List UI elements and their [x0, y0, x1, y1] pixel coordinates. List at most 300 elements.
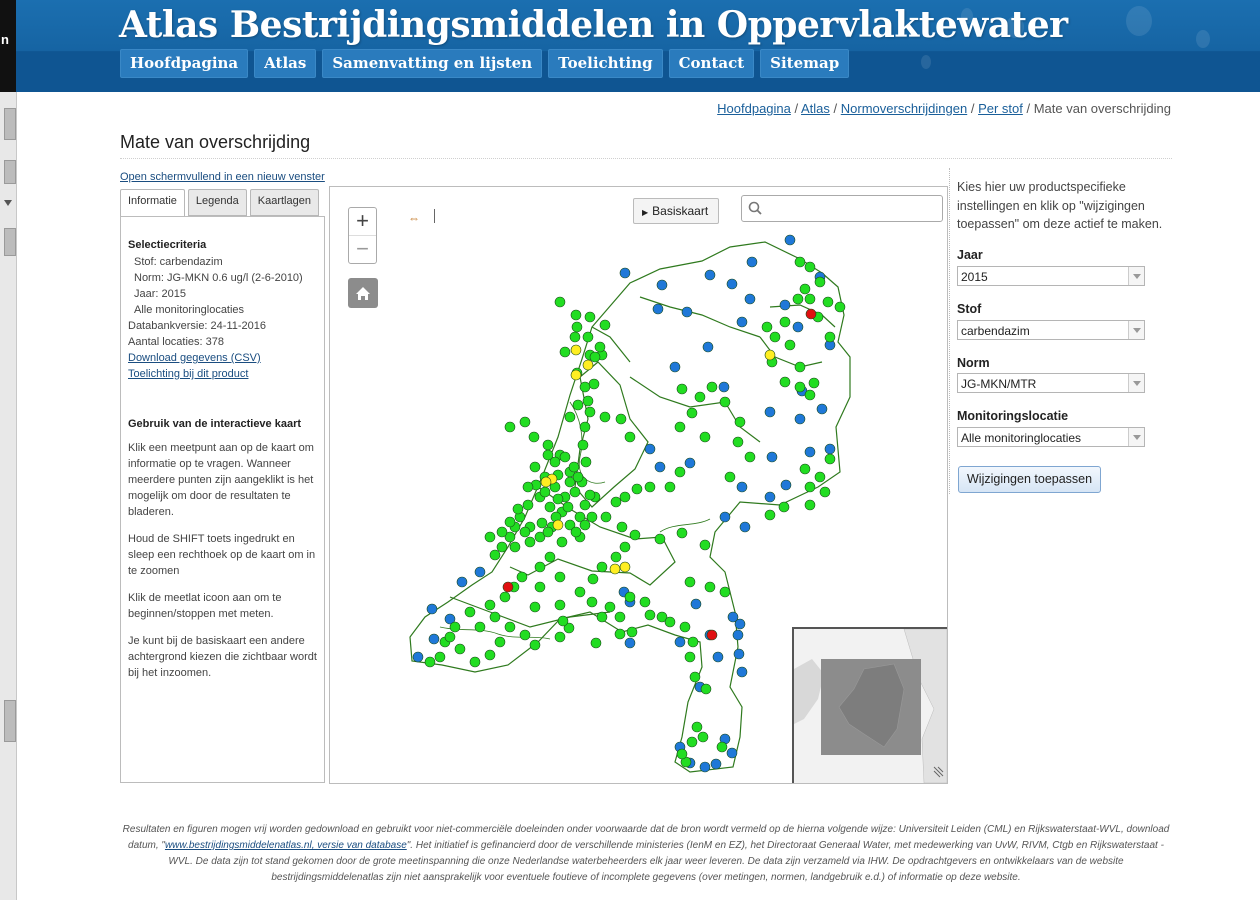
monitoring-point[interactable]: [600, 320, 610, 330]
monitoring-point[interactable]: [653, 304, 663, 314]
monitoring-point[interactable]: [665, 617, 675, 627]
download-csv-link[interactable]: Download gegevens (CSV): [128, 352, 261, 364]
zoom-in-icon[interactable]: +: [356, 208, 369, 233]
monitoring-point[interactable]: [800, 284, 810, 294]
monitoring-point[interactable]: [490, 612, 500, 622]
monitoring-point[interactable]: [695, 392, 705, 402]
monitoring-point[interactable]: [560, 452, 570, 462]
monitoring-point[interactable]: [765, 407, 775, 417]
usage-heading: Gebruik van de interactieve kaart: [128, 418, 302, 430]
monitoring-point[interactable]: [707, 630, 717, 640]
monitoring-points[interactable]: [413, 235, 845, 772]
monitoring-point[interactable]: [617, 522, 627, 532]
monitoring-point[interactable]: [625, 592, 635, 602]
monitoring-point[interactable]: [737, 317, 747, 327]
monitoring-point[interactable]: [713, 652, 723, 662]
nav-atlas[interactable]: Atlas: [254, 49, 316, 78]
monitoring-point[interactable]: [680, 622, 690, 632]
monitoring-point[interactable]: [583, 332, 593, 342]
stof-value: carbendazim: [961, 324, 1030, 338]
monitoring-point[interactable]: [632, 484, 642, 494]
monitoringslocatie-select[interactable]: [957, 427, 1145, 447]
monitoring-point[interactable]: [657, 280, 667, 290]
monitoring-point[interactable]: [691, 599, 701, 609]
monitoring-point[interactable]: [745, 452, 755, 462]
strip-scroll-bar[interactable]: [4, 228, 16, 256]
site-header: [16, 0, 1260, 92]
monitoring-point[interactable]: [601, 512, 611, 522]
monitoring-point[interactable]: [665, 482, 675, 492]
monitoring-point[interactable]: [510, 542, 520, 552]
monitoring-point[interactable]: [435, 652, 445, 662]
monitoring-point[interactable]: [583, 360, 593, 370]
monitoring-point[interactable]: [725, 472, 735, 482]
monitoring-point[interactable]: [525, 537, 535, 547]
breadcrumb-separator: /: [967, 101, 979, 116]
monitoring-point[interactable]: [505, 622, 515, 632]
breadcrumb-separator: /: [829, 101, 841, 116]
monitoring-point[interactable]: [555, 297, 565, 307]
monitoring-point[interactable]: [677, 749, 687, 759]
monitoring-point[interactable]: [520, 630, 530, 640]
monitoring-point[interactable]: [569, 462, 579, 472]
monitoring-point[interactable]: [805, 500, 815, 510]
jaar-value: 2015: [961, 270, 988, 284]
monitoring-point[interactable]: [530, 602, 540, 612]
monitoring-point[interactable]: [655, 534, 665, 544]
monitoring-point[interactable]: [825, 444, 835, 454]
monitoring-point[interactable]: [805, 390, 815, 400]
water-bodies: [440, 402, 710, 639]
monitoring-point[interactable]: [580, 382, 590, 392]
strip-letter: n: [1, 32, 9, 47]
monitoring-point[interactable]: [485, 650, 495, 660]
monitoring-point[interactable]: [445, 632, 455, 642]
monitoring-point[interactable]: [655, 462, 665, 472]
stof-label: Stof: [957, 302, 982, 316]
monitoring-point[interactable]: [685, 652, 695, 662]
strip-scroll-bar[interactable]: [4, 160, 16, 184]
monitoring-point[interactable]: [717, 742, 727, 752]
monitoring-point[interactable]: [795, 414, 805, 424]
monitoring-point[interactable]: [762, 322, 772, 332]
map-search-input[interactable]: [741, 195, 943, 222]
monitoring-point[interactable]: [781, 480, 791, 490]
monitoring-point[interactable]: [543, 527, 553, 537]
monitoring-point[interactable]: [597, 562, 607, 572]
criteria-norm: Norm: JG-MKN 0.6 ug/l (2-6-2010): [134, 272, 303, 284]
monitoring-point[interactable]: [809, 378, 819, 388]
home-icon[interactable]: [348, 278, 378, 308]
monitoring-point[interactable]: [572, 322, 582, 332]
nav-sitemap[interactable]: Sitemap: [760, 49, 849, 78]
monitoring-point[interactable]: [457, 577, 467, 587]
monitoring-point[interactable]: [630, 530, 640, 540]
tab-kaartlagen[interactable]: Kaartlagen: [250, 189, 319, 216]
monitoring-point[interactable]: [645, 610, 655, 620]
monitoring-point[interactable]: [545, 502, 555, 512]
overview-canvas: [794, 629, 947, 783]
monitoring-point[interactable]: [470, 657, 480, 667]
monitoring-point[interactable]: [589, 379, 599, 389]
norm-value: JG-MKN/MTR: [961, 377, 1037, 391]
monitoring-point[interactable]: [530, 640, 540, 650]
monitoring-point[interactable]: [590, 352, 600, 362]
monitoring-point[interactable]: [675, 467, 685, 477]
monitoring-point[interactable]: [535, 562, 545, 572]
monitoring-point[interactable]: [677, 384, 687, 394]
monitoring-point[interactable]: [779, 502, 789, 512]
monitoring-point[interactable]: [571, 370, 581, 380]
monitoring-point[interactable]: [615, 612, 625, 622]
monitoring-point[interactable]: [805, 294, 815, 304]
usage-paragraph: Klik de meetlat icoon aan om te beginnen/stoppen met meten.: [128, 592, 282, 620]
monitoring-point[interactable]: [580, 500, 590, 510]
monitoring-point[interactable]: [573, 472, 583, 482]
monitoring-point[interactable]: [540, 487, 550, 497]
monitoring-point[interactable]: [475, 567, 485, 577]
monitoring-point[interactable]: [682, 307, 692, 317]
basemap-arrow-icon: ▶: [642, 208, 649, 217]
monitoring-point[interactable]: [793, 322, 803, 332]
monitoring-point[interactable]: [823, 297, 833, 307]
monitoring-point[interactable]: [570, 487, 580, 497]
monitoring-point[interactable]: [413, 652, 423, 662]
database-version: Databankversie: 24-11-2016: [128, 320, 266, 332]
monitoring-point[interactable]: [495, 637, 505, 647]
monitoring-point[interactable]: [571, 310, 581, 320]
monitoring-point[interactable]: [720, 512, 730, 522]
monitoring-point[interactable]: [737, 667, 747, 677]
monitoring-point[interactable]: [800, 464, 810, 474]
monitoring-point[interactable]: [690, 672, 700, 682]
monitoring-point[interactable]: [692, 722, 702, 732]
chevron-down-icon[interactable]: [1128, 374, 1144, 392]
monitoring-point[interactable]: [825, 454, 835, 464]
basemap-label: Basiskaart: [652, 204, 709, 218]
nav-toelichting[interactable]: Toelichting: [548, 49, 662, 78]
monitoring-point[interactable]: [520, 417, 530, 427]
monitoring-point[interactable]: [620, 268, 630, 278]
monitoring-point[interactable]: [585, 490, 595, 500]
sidebar-intro: Kies hier uw productspecifieke instellingen en klik op "wijzigingen toepassen" om deze actief te maken.: [957, 180, 1163, 231]
chevron-down-icon[interactable]: [1128, 267, 1144, 285]
monitoring-point[interactable]: [616, 414, 626, 424]
monitoring-point[interactable]: [747, 257, 757, 267]
monitoring-point[interactable]: [597, 612, 607, 622]
sidebar-divider: [949, 168, 950, 494]
monitoring-point[interactable]: [825, 332, 835, 342]
monitoring-point[interactable]: [537, 518, 547, 528]
monitoring-point[interactable]: [543, 450, 553, 460]
nav-samenvatting[interactable]: Samenvatting en lijsten: [322, 49, 542, 78]
monitoring-point[interactable]: [587, 597, 597, 607]
footer-disclaimer: [120, 822, 1172, 886]
monitoring-point[interactable]: [585, 407, 595, 417]
monitoring-point[interactable]: [688, 637, 698, 647]
monitoring-point[interactable]: [505, 422, 515, 432]
monitoring-point[interactable]: [578, 440, 588, 450]
monitoring-point[interactable]: [765, 492, 775, 502]
monitoring-point[interactable]: [745, 294, 755, 304]
monitoring-point[interactable]: [703, 342, 713, 352]
monitoring-point[interactable]: [605, 602, 615, 612]
norm-label: Norm: [957, 356, 990, 370]
monitoring-point[interactable]: [557, 537, 567, 547]
monitoring-point[interactable]: [687, 737, 697, 747]
breadcrumb-separator: /: [1022, 101, 1034, 116]
monitoring-point[interactable]: [595, 342, 605, 352]
explanation-link[interactable]: Toelichting bij dit product: [128, 368, 249, 380]
monitoring-point[interactable]: [620, 492, 630, 502]
norm-select[interactable]: [957, 373, 1145, 393]
monitoring-point[interactable]: [429, 634, 439, 644]
footer-database-link[interactable]: www.bestrijdingsmiddelenatlas.nl, versie van database: [164, 840, 407, 851]
monitoring-point[interactable]: [555, 572, 565, 582]
monitoring-point[interactable]: [640, 597, 650, 607]
monitoring-point[interactable]: [735, 619, 745, 629]
monitoring-point[interactable]: [500, 592, 510, 602]
monitoring-point[interactable]: [705, 582, 715, 592]
monitoring-point[interactable]: [700, 540, 710, 550]
monitoring-point[interactable]: [565, 412, 575, 422]
monitoring-point[interactable]: [581, 457, 591, 467]
monitoring-point[interactable]: [675, 422, 685, 432]
monitoring-point[interactable]: [591, 638, 601, 648]
monitoring-point[interactable]: [455, 644, 465, 654]
monitoring-point[interactable]: [580, 520, 590, 530]
monitoring-point[interactable]: [427, 604, 437, 614]
jaar-select[interactable]: [957, 266, 1145, 286]
monitoring-point[interactable]: [677, 528, 687, 538]
monitoring-point[interactable]: [555, 632, 565, 642]
monitoring-point[interactable]: [670, 362, 680, 372]
monitoring-point[interactable]: [701, 684, 711, 694]
monitoring-point[interactable]: [711, 759, 721, 769]
monitoring-point[interactable]: [530, 462, 540, 472]
water-drop-decoration: [1126, 6, 1152, 36]
browser-side-strip: [0, 0, 17, 900]
monitoring-point[interactable]: [620, 542, 630, 552]
monitoring-point[interactable]: [485, 600, 495, 610]
monitoring-point[interactable]: [815, 277, 825, 287]
monitoring-point[interactable]: [785, 340, 795, 350]
monitoring-point[interactable]: [765, 510, 775, 520]
criteria-heading: Selectiecriteria: [128, 239, 207, 251]
ruler-icon[interactable]: ⇔: [408, 211, 420, 225]
overview-map[interactable]: [792, 627, 947, 783]
monitoring-point[interactable]: [780, 317, 790, 327]
breadcrumb-separator: /: [790, 101, 802, 116]
zoom-out-icon[interactable]: −: [349, 235, 376, 263]
monitoring-point[interactable]: [555, 600, 565, 610]
water-drop-decoration: [921, 55, 931, 69]
monitoring-point[interactable]: [523, 500, 533, 510]
monitoring-point[interactable]: [585, 312, 595, 322]
monitoringslocatie-value: Alle monitoringlocaties: [961, 431, 1082, 445]
strip-scroll-bar[interactable]: [4, 700, 16, 742]
monitoring-point[interactable]: [685, 577, 695, 587]
monitoring-point[interactable]: [734, 649, 744, 659]
breadcrumb-current: Mate van overschrijding: [1033, 101, 1171, 116]
monitoring-point[interactable]: [835, 302, 845, 312]
monitoring-point[interactable]: [520, 527, 530, 537]
site-title: Atlas Bestrijdingsmiddelen in Oppervlaktewater: [119, 4, 1068, 46]
usage-paragraph: Je kunt bij de basiskaart een andere achtergrond kiezen die zichtbaar wordt bij het inzoomen.: [128, 635, 317, 679]
monitoring-point[interactable]: [611, 552, 621, 562]
breadcrumb-link-normoverschrijdingen[interactable]: Normoverschrijdingen: [840, 101, 968, 116]
monitoring-point[interactable]: [795, 257, 805, 267]
title-divider: [120, 158, 1172, 159]
monitoring-point[interactable]: [815, 472, 825, 482]
monitoring-point[interactable]: [719, 382, 729, 392]
monitoring-point[interactable]: [767, 452, 777, 462]
monitoring-point[interactable]: [475, 622, 485, 632]
monitoring-point[interactable]: [571, 527, 581, 537]
footer-text: Resultaten en figuren mogen vrij worden gedownload en gebruikt voor niet-commerciële doeleinden onder voorwaarde dat de bron wordt vermeld op de hierna volgende wijze: Universiteit Leiden (CML) en Rijkswaterstaat-WVL, download datum, ": [122, 824, 1170, 851]
usage-paragraph: Klik een meetpunt aan op de kaart om informatie op te vragen. Wanneer meerdere punten zijn aangeklikt is het mogelijk om door de resultaten te bladeren.: [128, 442, 314, 518]
monitoring-point[interactable]: [805, 262, 815, 272]
monitoring-point[interactable]: [765, 350, 775, 360]
breadcrumb-link-per-stof[interactable]: Per stof: [978, 101, 1023, 116]
monitoring-point[interactable]: [497, 527, 507, 537]
monitoring-point[interactable]: [805, 482, 815, 492]
monitoring-point[interactable]: [705, 270, 715, 280]
toolbar-separator: [434, 209, 435, 223]
monitoring-point[interactable]: [425, 657, 435, 667]
monitoring-point[interactable]: [805, 447, 815, 457]
monitoring-point[interactable]: [675, 637, 685, 647]
monitoring-point[interactable]: [611, 497, 621, 507]
tab-legenda[interactable]: Legenda: [188, 189, 247, 216]
chevron-down-icon[interactable]: [1128, 428, 1144, 446]
info-tabs: [120, 189, 322, 217]
chevron-down-icon[interactable]: [1128, 321, 1144, 339]
map-viewer[interactable]: [329, 186, 948, 784]
monitoring-point[interactable]: [610, 564, 620, 574]
breadcrumb: [717, 101, 1171, 116]
monitoring-point[interactable]: [735, 417, 745, 427]
criteria-jaar: Jaar: 2015: [134, 288, 186, 300]
monitoring-point[interactable]: [645, 482, 655, 492]
monitoring-point[interactable]: [563, 502, 573, 512]
monitoring-point[interactable]: [575, 587, 585, 597]
monitoring-point[interactable]: [529, 432, 539, 442]
monitoring-point[interactable]: [685, 458, 695, 468]
fullscreen-link[interactable]: Open schermvullend in een nieuw venster: [120, 171, 325, 183]
monitoring-point[interactable]: [570, 332, 580, 342]
monitoring-point[interactable]: [573, 400, 583, 410]
monitoring-point[interactable]: [793, 294, 803, 304]
monitoring-point[interactable]: [543, 440, 553, 450]
monitoring-point[interactable]: [698, 732, 708, 742]
monitoring-point[interactable]: [553, 494, 563, 504]
monitoring-point[interactable]: [523, 482, 533, 492]
monitoring-point[interactable]: [700, 432, 710, 442]
monitoring-point[interactable]: [580, 422, 590, 432]
monitoring-point[interactable]: [687, 408, 697, 418]
monitoring-point[interactable]: [560, 347, 570, 357]
monitoring-point[interactable]: [503, 582, 513, 592]
nav-hoofdpagina[interactable]: Hoofdpagina: [120, 49, 248, 78]
monitoring-point[interactable]: [450, 622, 460, 632]
monitoring-point[interactable]: [490, 550, 500, 560]
monitoring-point[interactable]: [625, 638, 635, 648]
monitoring-point[interactable]: [615, 629, 625, 639]
monitoring-point[interactable]: [720, 587, 730, 597]
monitoring-point[interactable]: [541, 477, 551, 487]
criteria-locaties: Alle monitoringlocaties: [134, 304, 245, 316]
apply-changes-button[interactable]: Wijzigingen toepassen: [958, 466, 1101, 493]
monitoring-point[interactable]: [600, 412, 610, 422]
monitoring-point[interactable]: [733, 630, 743, 640]
water-drop-decoration: [1196, 30, 1210, 48]
monitoring-point[interactable]: [720, 397, 730, 407]
monitoring-point[interactable]: [700, 762, 710, 772]
monitoringslocatie-label: Monitoringslocatie: [957, 409, 1069, 423]
strip-dark-block: [0, 0, 16, 92]
monitoring-point[interactable]: [620, 562, 630, 572]
monitoring-point[interactable]: [535, 582, 545, 592]
page-title: Mate van overschrijding: [120, 132, 311, 152]
breadcrumb-link-atlas[interactable]: Atlas: [801, 101, 830, 116]
monitoring-point[interactable]: [780, 377, 790, 387]
monitoring-point[interactable]: [545, 552, 555, 562]
breadcrumb-link-hoofdpagina[interactable]: Hoofdpagina: [717, 101, 791, 116]
basemap-button[interactable]: [633, 198, 719, 224]
monitoring-point[interactable]: [558, 616, 568, 626]
strip-arrow-icon[interactable]: [4, 200, 12, 206]
monitoring-point[interactable]: [795, 362, 805, 372]
monitoring-point[interactable]: [780, 300, 790, 310]
monitoring-point[interactable]: [770, 332, 780, 342]
monitoring-point[interactable]: [817, 404, 827, 414]
zoom-control: [348, 207, 377, 264]
monitoring-point[interactable]: [571, 345, 581, 355]
footer-text: ". Het initiatief is gefinancierd door de verschillende ministeries (IenM en EZ), het Directoraat Generaal Water, met medewerking van UvW, RIVM, Ctgb en Rijkswaterstaat - WVL. De data zijn tot stand gekomen door de grote meetinspanning die onze Nederlandse waterbeheerders elk jaar weer leveren. De data zijn verzameld via IHW. De opdrachtgevers en ontwikkelaars van de website bestrijdingsmiddelenatlas zijn niet aansprakelijk voor eventuele foutieve of incomplete gegevens (over metingen, normen, landgebruik e.d.) of informatie op deze website.: [168, 840, 1164, 883]
monitoring-point[interactable]: [795, 382, 805, 392]
monitoring-point[interactable]: [505, 517, 515, 527]
monitoring-point[interactable]: [645, 444, 655, 454]
nav-contact[interactable]: Contact: [669, 49, 755, 78]
monitoring-point[interactable]: [727, 279, 737, 289]
monitoring-point[interactable]: [513, 504, 523, 514]
stof-select[interactable]: [957, 320, 1145, 340]
monitoring-point[interactable]: [785, 235, 795, 245]
monitoring-point[interactable]: [707, 382, 717, 392]
monitoring-point[interactable]: [727, 748, 737, 758]
monitoring-point[interactable]: [740, 522, 750, 532]
monitoring-point[interactable]: [517, 572, 527, 582]
monitoring-point[interactable]: [733, 437, 743, 447]
info-panel: [120, 216, 325, 783]
monitoring-point[interactable]: [625, 432, 635, 442]
monitoring-point[interactable]: [485, 532, 495, 542]
monitoring-point[interactable]: [497, 542, 507, 552]
monitoring-point[interactable]: [588, 574, 598, 584]
monitoring-point[interactable]: [820, 487, 830, 497]
monitoring-point[interactable]: [465, 607, 475, 617]
monitoring-point[interactable]: [553, 520, 563, 530]
monitoring-point[interactable]: [587, 512, 597, 522]
strip-scroll-bar[interactable]: [4, 108, 16, 140]
tab-informatie[interactable]: Informatie: [120, 189, 185, 217]
monitoring-point[interactable]: [737, 482, 747, 492]
monitoring-point[interactable]: [627, 627, 637, 637]
monitoring-point[interactable]: [583, 396, 593, 406]
main-nav: [120, 49, 849, 78]
monitoring-point[interactable]: [806, 309, 816, 319]
